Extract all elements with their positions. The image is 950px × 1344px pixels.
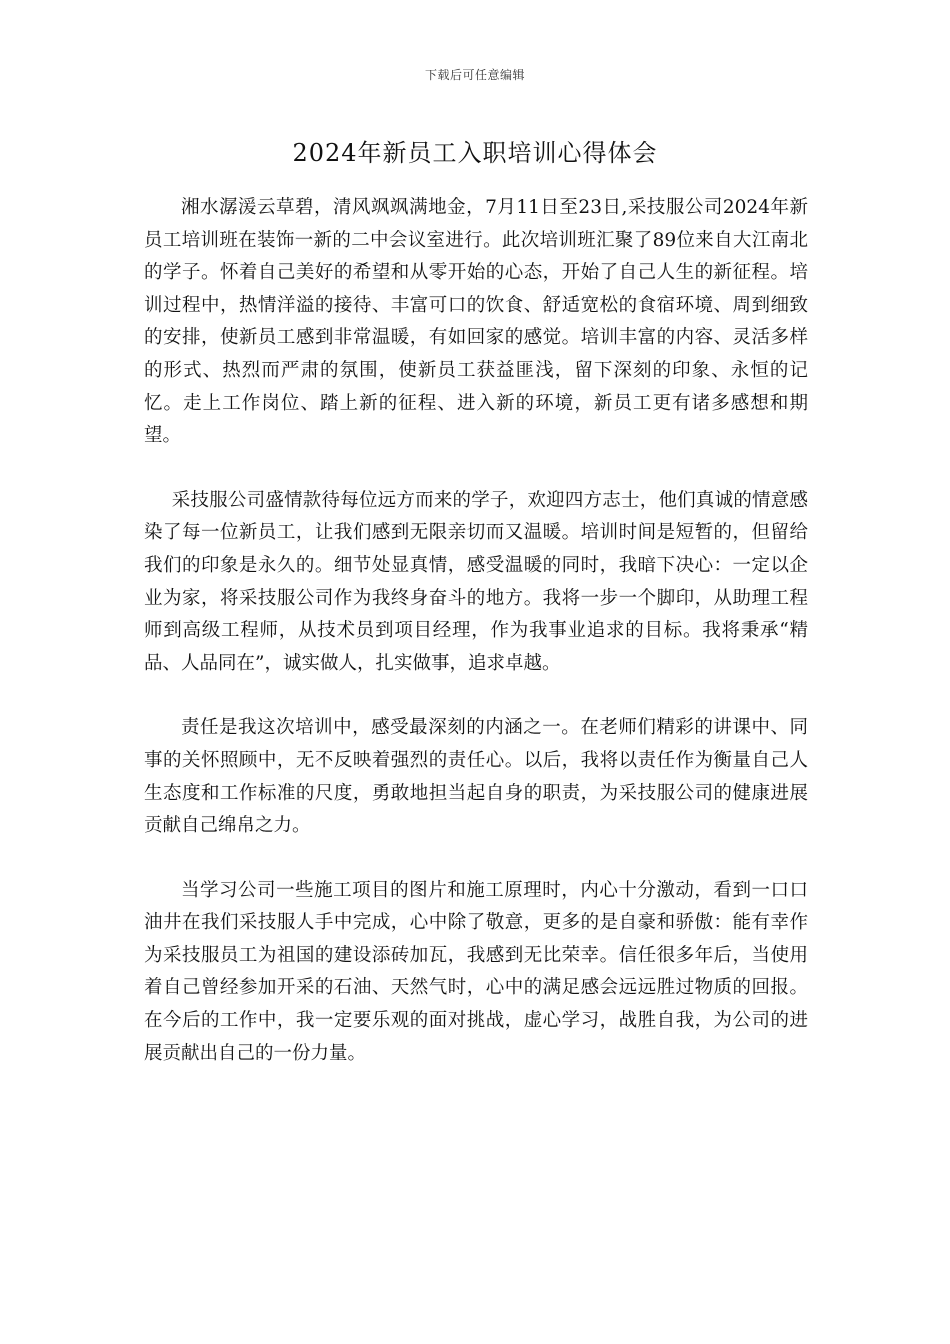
document-body (144, 192, 808, 1102)
header-note: 下载后可任意编辑 (424, 68, 525, 82)
paragraph-2: 采技服公司盛情款待每位远方而来的学子，欢迎四方志士，他们真诚的情意感染了每一位新员工，让我们感到无限亲切而又温暖。培训时间是短暂的，但留给我们的印象是永久的。细节处显真情，感受温暖的同时，我暗下决心：一定以企业为家，将采技服公司作为我终身奋斗的地方。我将一步一个脚印，从助理工程师到高级工程师，从技术员到项目经理，作为我事业追求的目标。我将秉承“精品、人品同在”，诚实做人，扎实做事，追求卓越。 (144, 489, 808, 674)
document-title: 2024年新员工入职培训心得体会 (292, 139, 658, 167)
paragraph-1: 湘水潺湲云草碧，清风飒飒满地金，7月11日至23日,采技服公司2024年新员工培训班在装饰一新的二中会议室进行。此次培训班汇聚了89位来自大江南北的学子。怀着自己美好的希望和从零开始的心态，开始了自己人生的新征程。培训过程中，热情洋溢的接待、丰富可口的饮食、舒适宽松的食宿环境、周到细致的安排，使新员工感到非常温暖，有如回家的感觉。培训丰富的内容、灵活多样的形式、热烈而严肃的氛围，使新员工获益匪浅，留下深刻的印象、永恒的记忆。走上工作岗位、踏上新的征程、进入新的环境，新员工更有诸多感想和期望。 (144, 197, 808, 447)
paragraph-4: 当学习公司一些施工项目的图片和施工原理时，内心十分激动，看到一口口油井在我们采技服人手中完成，心中除了敬意，更多的是自豪和骄傲：能有幸作为采技服员工为祖国的建设添砖加瓦，我感到无比荣幸。信任很多年后，当使用着自己曾经参加开采的石油、天然气时，心中的满足感会远远胜过物质的回报。在今后的工作中，我一定要乐观的面对挑战，虚心学习，战胜自我，为公司的进展贡献出自己的一份力量。 (144, 879, 808, 1064)
paragraph-3: 责任是我这次培训中，感受最深刻的内涵之一。在老师们精彩的讲课中、同事的关怀照顾中，无不反映着强烈的责任心。以后，我将以责任作为衡量自己人生态度和工作标准的尺度，勇敢地担当起自身的职责，为采技服公司的健康进展贡献自己绵帛之力。 (144, 717, 808, 837)
